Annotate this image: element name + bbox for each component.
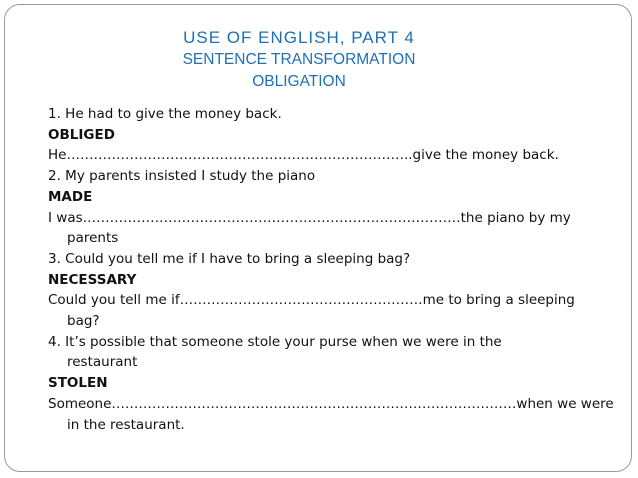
item-3-sentence: 3. Could you tell me if I have to bring a sleeping bag? — [48, 250, 411, 267]
slide-title — [5, 27, 593, 93]
item-4-answer: Someone………………………………………………………………………………when we were — [48, 395, 614, 412]
item-1-sentence: 1. He had to give the money back. — [48, 106, 282, 122]
item-3-answer: Could you tell me if………………………………………………me to bring a sleeping — [48, 292, 575, 309]
title-main: USE OF ENGLISH, PART 4 — [183, 28, 415, 47]
item-1-keyword: OBLIGED — [48, 126, 115, 143]
item-3-answer-continued: bag? — [67, 313, 100, 330]
exercise-list — [48, 104, 614, 435]
item-4-keyword: STOLEN — [48, 375, 108, 392]
item-4-sentence-continued: restaurant — [67, 354, 138, 371]
title-topic: OBLIGATION — [252, 73, 346, 90]
item-2-answer: I was…………………………………………………………………………the piano by my — [48, 209, 571, 226]
item-4-answer-continued: in the restaurant. — [67, 416, 185, 433]
title-subtitle: SENTENCE TRANSFORMATION — [182, 51, 416, 68]
item-2-keyword: MADE — [48, 188, 93, 205]
item-1-answer: He…………………………………………………………………..give the money back. — [48, 147, 559, 164]
item-2-sentence: 2. My parents insisted I study the piano — [48, 168, 316, 185]
item-2-answer-continued: parents — [67, 230, 119, 247]
item-4-sentence: 4. It’s possible that someone stole your purse when we were in the — [48, 333, 502, 350]
item-3-keyword: NECESSARY — [48, 271, 137, 288]
